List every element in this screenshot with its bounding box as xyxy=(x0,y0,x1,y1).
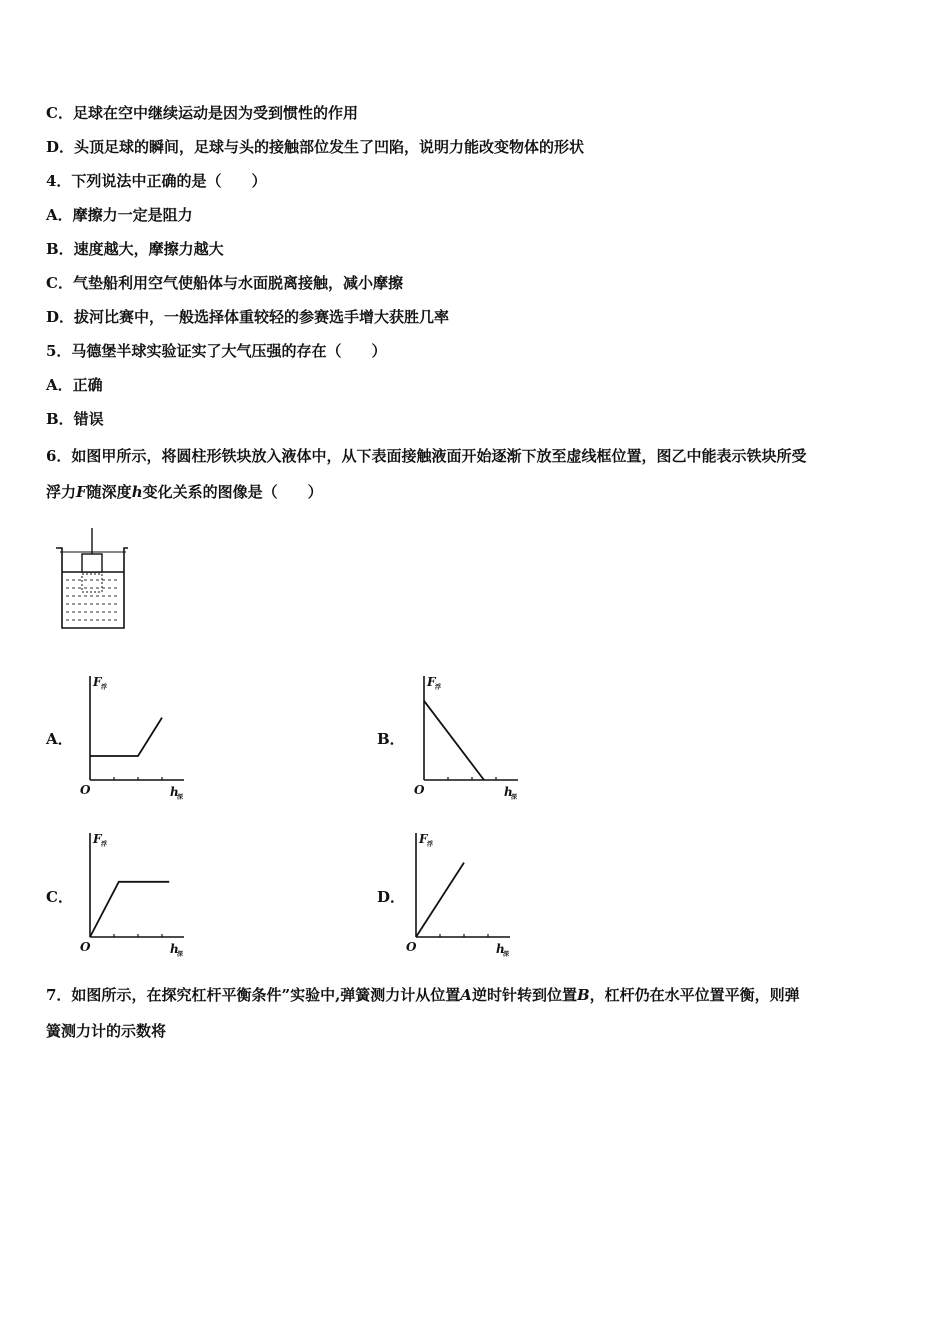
q4-option-b: B．速度越大，摩擦力越大 xyxy=(46,240,224,258)
q3-option-c: C．足球在空中继续运动是因为受到惯性的作用 xyxy=(46,104,358,122)
graph-c xyxy=(78,825,190,960)
y-axis-label: F xyxy=(93,675,102,689)
y-axis-sub: 浮 xyxy=(435,684,442,691)
q5-stem: 5．马德堡半球实验证实了大气压强的存在（ ） xyxy=(46,342,387,360)
q7-stem-line2: 簧测力计的示数将 xyxy=(46,1022,167,1040)
q6-stem-line1: 6．如图甲所示，将圆柱形铁块放入液体中，从下表面接触液面开始逐渐下放至虚线框位置，图乙中能表示铁块所受 xyxy=(46,447,807,465)
q6-stem-var-h: h xyxy=(131,483,143,501)
q7-stem-var-b: B xyxy=(576,986,590,1004)
q4-option-c: C．气垫船利用空气使船体与水面脱离接触，减小摩擦 xyxy=(46,274,403,292)
graph-a xyxy=(78,668,190,803)
q7-stem-var-a: A xyxy=(460,986,472,1004)
x-axis-sub: 深 xyxy=(177,951,184,958)
y-axis-sub: 浮 xyxy=(101,684,108,691)
origin-label: O xyxy=(414,783,425,797)
q7-stem-text-a: 7．如图所示，在探究杠杆平衡条件”实验中,弹簧测力计从位置 xyxy=(46,986,461,1004)
curve-a xyxy=(90,718,162,756)
beaker-figure xyxy=(54,528,130,632)
q4-option-a: A．摩擦力一定是阻力 xyxy=(46,206,193,224)
curve-b xyxy=(424,701,484,780)
y-axis-sub: 浮 xyxy=(101,841,108,848)
q6-option-a-label: A． xyxy=(46,730,73,748)
origin-label: O xyxy=(80,783,91,797)
q6-stem-text-a: 浮力 xyxy=(46,483,77,501)
q7-stem-text-c: ，杠杆仍在水平位置平衡，则弹 xyxy=(589,986,800,1004)
q4-option-d: D．拔河比赛中，一般选择体重较轻的参赛选手增大获胜几率 xyxy=(46,308,450,326)
q7-stem-line1 xyxy=(46,984,800,1005)
graph-b xyxy=(412,668,524,803)
q6-stem-text-b: 随深度 xyxy=(86,483,132,501)
y-axis-sub: 浮 xyxy=(427,841,434,848)
origin-label: O xyxy=(80,940,91,954)
q6-option-d-label: D． xyxy=(377,888,406,906)
y-axis-label: F xyxy=(93,832,102,846)
origin-label: O xyxy=(406,940,417,954)
y-axis-label: F xyxy=(427,675,436,689)
q5-option-b: B．错误 xyxy=(46,410,104,428)
q6-stem-text-c: 变化关系的图像是（ ） xyxy=(142,483,323,501)
q6-stem-line2 xyxy=(46,481,323,502)
graph-d xyxy=(404,825,516,960)
x-axis-label: h xyxy=(170,942,179,956)
q6-option-b-label: B． xyxy=(377,730,405,748)
x-axis-label: h xyxy=(170,785,179,799)
q6-option-c-label: C． xyxy=(46,888,73,906)
x-axis-sub: 深 xyxy=(503,951,510,958)
x-axis-sub: 深 xyxy=(511,794,518,801)
q7-stem-text-b: 逆时针转到位置 xyxy=(471,986,577,1004)
q6-stem-var-f: F xyxy=(76,483,87,501)
q3-option-d: D．头顶足球的瞬间，足球与头的接触部位发生了凹陷，说明力能改变物体的形状 xyxy=(46,138,585,156)
curve-d xyxy=(416,863,464,937)
x-axis-label: h xyxy=(504,785,513,799)
curve-c xyxy=(90,882,169,937)
q4-stem: 4．下列说法中正确的是（ ） xyxy=(46,172,267,190)
y-axis-label: F xyxy=(419,832,428,846)
x-axis-label: h xyxy=(496,942,505,956)
x-axis-sub: 深 xyxy=(177,794,184,801)
q5-option-a: A．正确 xyxy=(46,376,103,394)
